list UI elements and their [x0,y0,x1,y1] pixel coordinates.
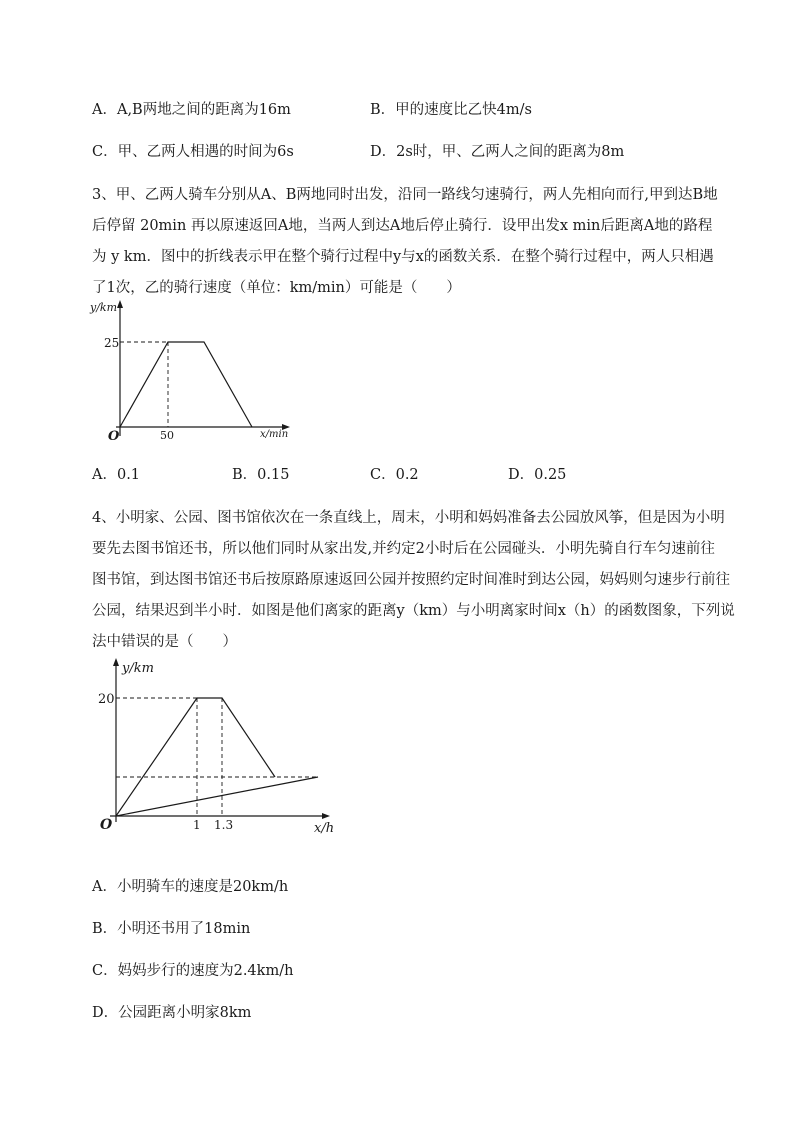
q3-option-b: B．0.15 [232,467,290,483]
question-3-line: 了1次，乙的骑行速度（单位：km/min）可能是（ ） [92,280,461,296]
option-a-prev: A．A,B两地之间的距离为16m [92,102,291,118]
tick-label-x1: 1 [193,818,201,832]
q4-option-b: B．小明还书用了18min [92,921,251,937]
line-series-mama [116,777,318,816]
question-4-line: 法中错误的是（ ） [92,634,237,650]
axis-label-x: x/min [260,429,289,440]
axis-label-x: x/h [314,821,335,836]
question-3-graph [88,296,298,446]
q3-option-c: C．0.2 [370,467,419,483]
line-series-xiaoming [116,698,275,816]
axis-label-y: y/km [90,301,118,314]
tick-label-y25: 25 [104,336,120,350]
question-3-text [92,180,732,304]
q4-option-a: A．小明骑车的速度是20km/h [92,879,289,895]
question-3-line: 3、甲、乙两人骑车分别从A、B两地同时出发，沿同一路线匀速骑行，两人先相向而行,甲到达B地 [92,187,718,203]
y-arrow [117,300,123,308]
option-b-prev: B．甲的速度比乙快4m/s [370,102,532,118]
q4-option-d: D．公园距离小明家8km [92,1005,252,1021]
question-4-line: 要先去图书馆还书，所以他们同时从家出发,并约定2小时后在公园碰头．小明先骑自行车匀速前往 [92,541,715,557]
q3-option-d: D．0.25 [508,467,567,483]
axis-label-y: y/km [122,661,154,676]
x-arrow [322,813,330,819]
question-4-text [92,503,735,658]
tick-label-x50: 50 [160,429,174,442]
origin-label: O [100,817,113,833]
question-4-line: 4、小明家、公园、图书馆依次在一条直线上，周末，小明和妈妈准备去公园放风筝，但是因为小明 [92,510,725,526]
option-d-prev: D．2s时，甲、乙两人之间的距离为8m [370,144,625,160]
origin-label: O [108,429,120,444]
question-4-line: 公园，结果迟到半小时．如图是他们离家的距离y（km）与小明离家时间x（h）的函数图象，下列说 [92,603,735,619]
line-series-jia [120,342,252,427]
tick-label-y20: 20 [98,692,115,707]
question-4-line: 图书馆，到达图书馆还书后按原路原速返回公园并按照约定时间准时到达公园，妈妈则匀速步行前往 [92,572,730,588]
question-3-line: 后停留 20min 再以原速返回A地，当两人到达A地后停止骑行．设甲出发x min后距离A地的路程 [92,218,713,234]
question-4-graph [88,652,348,838]
option-c-prev: C．甲、乙两人相遇的时间为6s [92,144,294,160]
y-arrow [113,658,119,666]
tick-label-x13: 1.3 [214,818,234,832]
question-3-line: 为 y km．图中的折线表示甲在整个骑行过程中y与x的函数关系．在整个骑行过程中，两人只相遇 [92,249,714,265]
q4-option-c: C．妈妈步行的速度为2.4km/h [92,963,294,979]
q3-option-a: A．0.1 [92,467,141,483]
